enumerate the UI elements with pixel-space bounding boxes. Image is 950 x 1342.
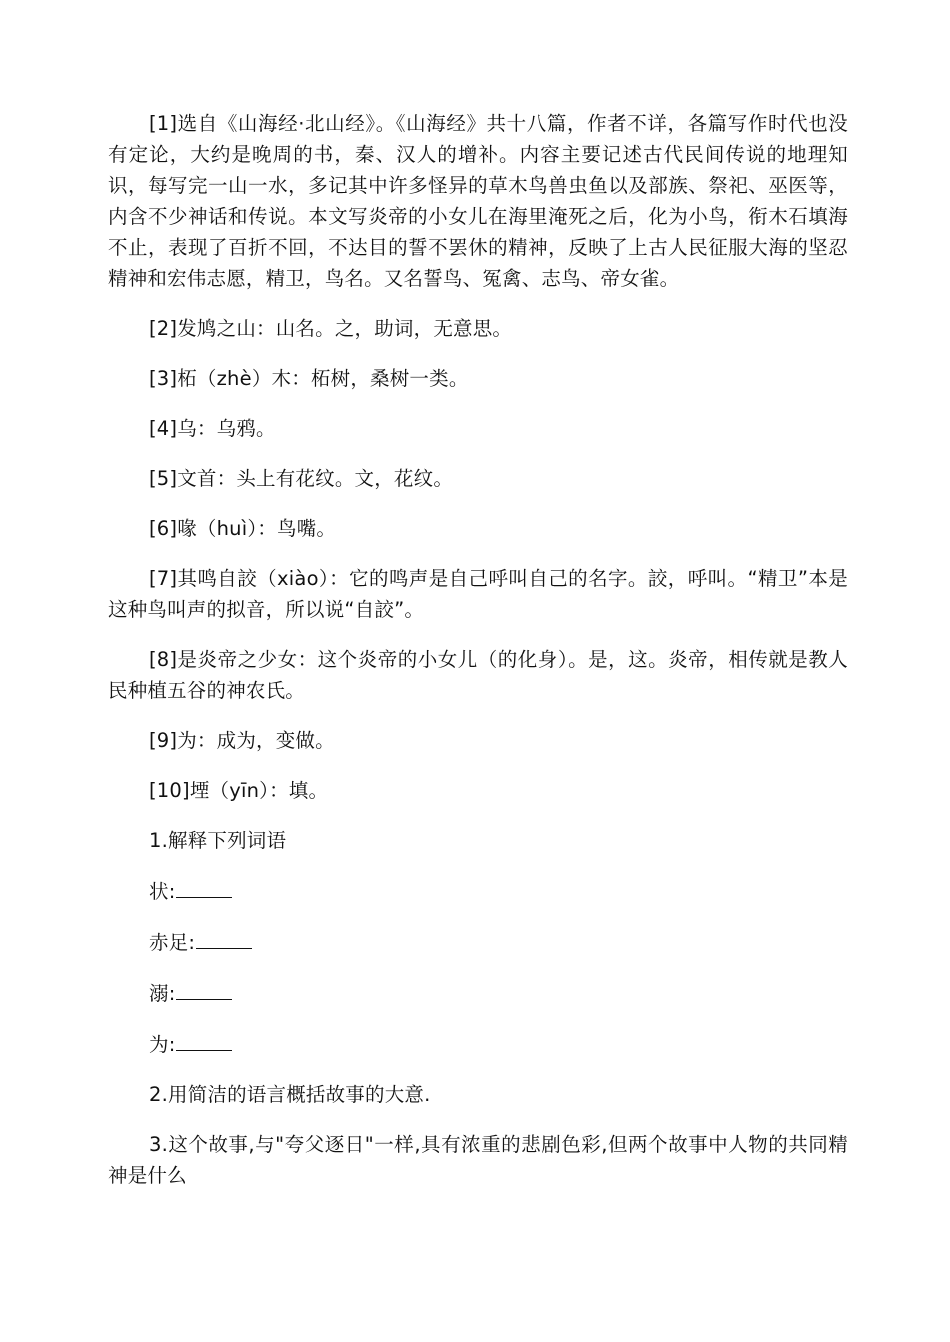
note-10: [10]堙（yīn）：填。 [149, 779, 329, 802]
document-page [108, 108, 848, 1210]
question-1-item [108, 926, 848, 958]
note-1: [1]选自《山海经·北山经》。《山海经》共十八篇，作者不详，各篇写作时代也没有定论，大约是晚周的书，秦、汉人的增补。内容主要记述古代民间传说的地理知识，每写完一山一水，多记其中许多怪异的草木鸟兽虫鱼以及部族、祭祀、巫医等，内含不少神话和传说。本文写炎帝的小女儿在海里淹死之后，化为小鸟，衔木石填海不止，表现了百折不回，不达目的誓不罢休的精神，反映了上古人民征服大海的坚忍精神和宏伟志愿，精卫，鸟名。又名誓鸟、冤禽、志鸟、帝女雀。 [108, 112, 848, 290]
note-2: [2]发鸠之山：山名。之，助词，无意思。 [149, 317, 513, 340]
answer-blank[interactable] [176, 977, 232, 1000]
note-7: [7]其鸣自詨（xiào）：它的鸣声是自己呼叫自己的名字。詨，呼叫。“精卫”本是这种鸟叫声的拟音，所以说“自詨”。 [108, 567, 848, 621]
answer-blank[interactable] [176, 1028, 232, 1051]
answer-blank[interactable] [176, 875, 232, 898]
note-3: [3]柘（zhè）木：柘树，桑树一类。 [149, 367, 469, 390]
note-8: [8]是炎帝之少女：这个炎帝的小女儿（的化身）。是，这。炎帝，相传就是教人民种植五谷的神农氏。 [108, 648, 848, 702]
question-2: 2.用简洁的语言概括故事的大意. [149, 1083, 431, 1106]
question-1-item [108, 977, 848, 1009]
question-1-item [108, 1028, 848, 1060]
item-label: 状: [149, 880, 176, 903]
question-3: 3.这个故事,与"夸父逐日"一样,具有浓重的悲剧色彩,但两个故事中人物的共同精神是什么 [108, 1133, 848, 1187]
item-label: 赤足: [149, 931, 196, 954]
question-1-title: 1.解释下列词语 [149, 829, 287, 852]
note-9: [9]为：成为，变做。 [149, 729, 335, 752]
item-label: 溺: [149, 982, 176, 1005]
note-5: [5]文首：头上有花纹。文，花纹。 [149, 467, 454, 490]
note-4: [4]乌：乌鸦。 [149, 417, 276, 440]
question-1-item [108, 875, 848, 907]
answer-blank[interactable] [196, 926, 252, 949]
item-label: 为: [149, 1033, 176, 1056]
note-6: [6]喙（huì）：鸟嘴。 [149, 517, 337, 540]
